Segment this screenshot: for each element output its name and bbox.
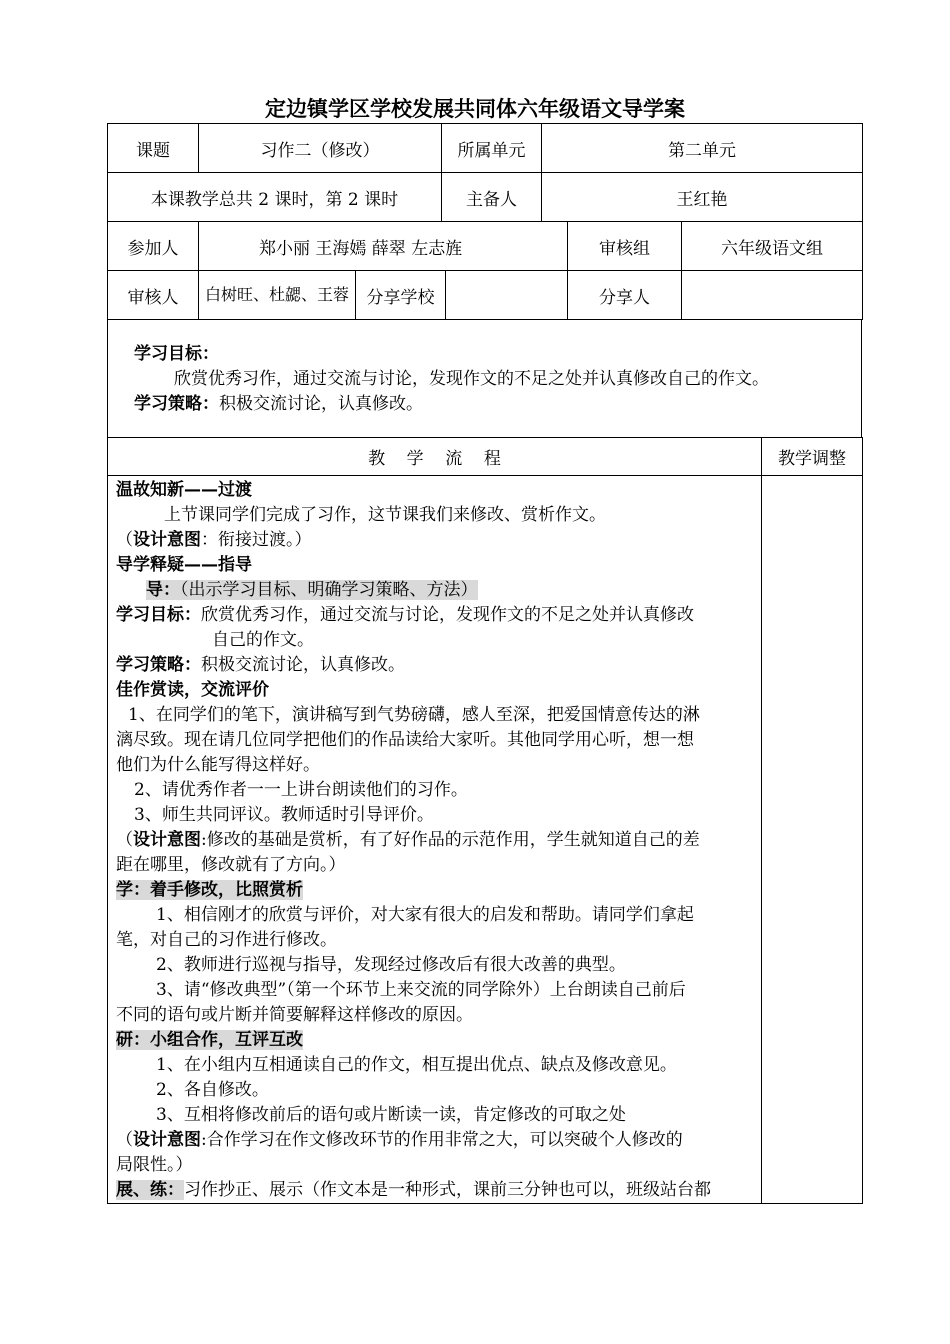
intent-open: （ [116, 530, 133, 550]
info-table [107, 123, 862, 1204]
design-intent [116, 828, 755, 853]
value-reviewers: 白树旺、杜勰、王蓉 [199, 271, 356, 320]
info-row-hours [108, 173, 863, 222]
goal-label: 学习目标： [134, 344, 219, 364]
value-unit: 第二单元 [542, 124, 863, 173]
paragraph: 3、师生共同评议。教师适时引导评价。 [134, 805, 434, 825]
paragraph: 1、在同学们的笔下，演讲稿写到气势磅礴，感人至深，把爱国情意传达的淋 [128, 705, 700, 725]
paragraph: 1、在小组内互相通读自己的作文，相互提出优点、缺点及修改意见。 [156, 1055, 677, 1075]
section-title: 研：小组合作，互评互改 [116, 1030, 303, 1050]
paragraph: 2、教师进行巡视与指导，发现经过修改后有很大改善的典型。 [156, 955, 626, 975]
guide-highlight [146, 580, 478, 600]
section-title: 佳作赏读，交流评价 [116, 680, 269, 700]
flow-body-row [108, 476, 863, 1204]
label-sharer: 分享人 [568, 271, 682, 320]
label-review-group: 审核组 [568, 222, 682, 271]
label-preparer: 主备人 [442, 173, 542, 222]
section-title: 导学释疑——指导 [116, 555, 252, 575]
design-intent [116, 528, 755, 553]
intent-label: 设计意图 [133, 530, 201, 550]
guide-line [116, 578, 755, 603]
paragraph: 2、各自修改。 [156, 1080, 269, 1100]
goal-text: 欣赏优秀习作，通过交流与讨论，发现作文的不足之处并认真修改自己的作文。 [174, 369, 769, 389]
goal-line [116, 603, 755, 628]
goal-cell [108, 320, 862, 438]
paragraph: 3、请“修改典型”（第一个环节上来交流的同学除外）上台朗读自己前后 [156, 980, 686, 1000]
value-review-group: 六年级语文组 [682, 222, 863, 271]
goal-label: 学习目标： [116, 605, 201, 625]
value-preparer: 王红艳 [542, 173, 863, 222]
document-title: 定边镇学区学校发展共同体六年级语文导学案 [265, 97, 685, 121]
goal-line-cont: 自己的作文。 [212, 630, 314, 650]
intent-label: 设计意图 [133, 1130, 201, 1150]
flow-content [108, 476, 762, 1204]
strategy-line [116, 653, 755, 678]
value-share-school [446, 271, 568, 320]
value-hours: 本课教学总共 2 课时，第 2 课时 [108, 173, 442, 222]
paragraph: 1、相信刚才的欣赏与评价，对大家有很大的启发和帮助。请同学们拿起 [156, 905, 694, 925]
practice-label: 展、练： [116, 1180, 184, 1200]
practice-line [116, 1178, 755, 1203]
adjust-cell [762, 476, 863, 1204]
intent-cont: 距在哪里，修改就有了方向。） [116, 855, 346, 875]
intent-text: :合作学习在作文修改环节的作用非常之大，可以突破个人修改的 [201, 1130, 683, 1150]
guide-text: （出示学习目标、明确学习策略、方法） [180, 580, 478, 600]
intent-label: 设计意图 [133, 830, 201, 850]
intent-open: （ [116, 1130, 133, 1150]
goal-row [108, 320, 862, 438]
design-intent [116, 1128, 755, 1153]
value-sharer [682, 271, 863, 320]
intent-text: ：衔接过渡。） [201, 530, 312, 550]
label-reviewers: 审核人 [108, 271, 199, 320]
adjust-header: 教学调整 [762, 438, 863, 476]
section-title: 温故知新——过渡 [116, 480, 252, 500]
intent-cont: 局限性。） [116, 1155, 193, 1175]
info-row-reviewers [108, 271, 863, 320]
paragraph-cont: 他们为什么能写得这样好。 [116, 755, 320, 775]
strategy-text: 积极交流讨论，认真修改。 [201, 655, 405, 675]
paragraph-cont: 不同的语句或片断并简要解释这样修改的原因。 [116, 1005, 473, 1025]
section-title-line [116, 878, 755, 903]
info-row-participants [108, 222, 863, 271]
section-title: 学：着手修改，比照赏析 [116, 880, 303, 900]
strategy-line [134, 392, 835, 417]
flow-header-row [108, 438, 863, 476]
paragraph-cont: 笔，对自己的习作进行修改。 [116, 930, 337, 950]
goal-text: 欣赏优秀习作，通过交流与讨论，发现作文的不足之处并认真修改 [201, 605, 694, 625]
info-row-topic [108, 124, 863, 173]
intent-open: （ [116, 830, 133, 850]
label-share-school: 分享学校 [356, 271, 446, 320]
strategy-text: 积极交流讨论，认真修改。 [219, 394, 423, 414]
paragraph: 2、请优秀作者一一上讲台朗读他们的习作。 [134, 780, 468, 800]
label-unit: 所属单元 [442, 124, 542, 173]
intent-text: :修改的基础是赏析，有了好作品的示范作用，学生就知道自己的差 [201, 830, 700, 850]
paragraph: 上节课同学们完成了习作，这节课我们来修改、赏析作文。 [164, 505, 606, 525]
value-topic: 习作二（修改） [199, 124, 442, 173]
guide-label: 导： [146, 580, 180, 600]
value-participants: 郑小丽 王海嫣 薛翠 左志旌 [199, 222, 568, 271]
label-participants: 参加人 [108, 222, 199, 271]
flow-header: 教 学 流 程 [108, 438, 762, 476]
strategy-label: 学习策略： [134, 394, 219, 414]
strategy-label: 学习策略： [116, 655, 201, 675]
label-topic: 课题 [108, 124, 199, 173]
paragraph: 3、互相将修改前后的语句或片断读一读，肯定修改的可取之处 [156, 1105, 626, 1125]
practice-text: 习作抄正、展示（作文本是一种形式，课前三分钟也可以，班级站台都 [184, 1180, 711, 1200]
section-title-line [116, 1028, 755, 1053]
paragraph-cont: 漓尽致。现在请几位同学把他们的作品读给大家听。其他同学用心听，想一想 [116, 730, 694, 750]
